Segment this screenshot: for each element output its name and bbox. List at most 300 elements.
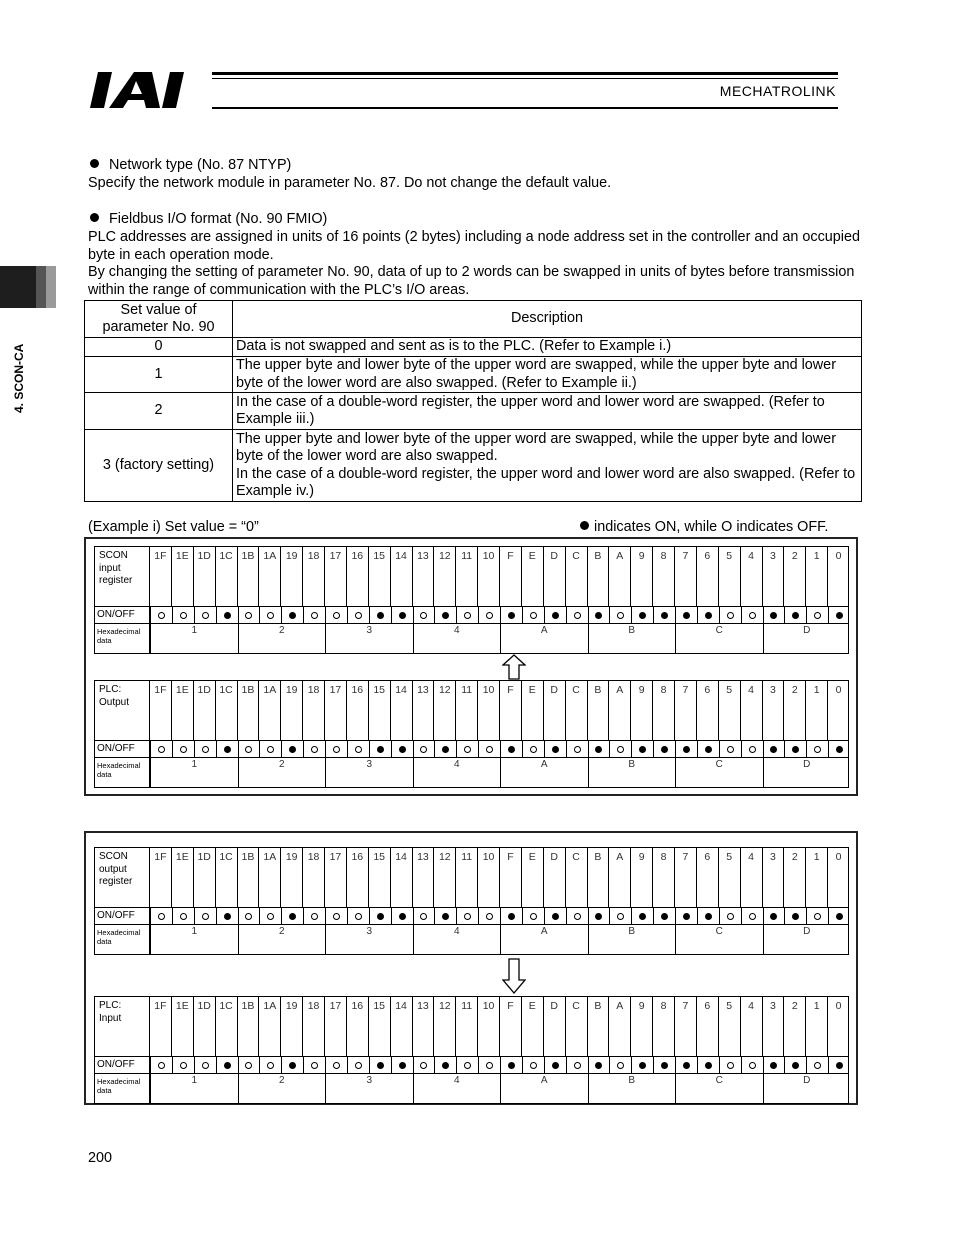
bit-state <box>588 607 610 623</box>
bit-state <box>194 607 216 623</box>
param-desc: The upper byte and lower byte of the upper word are swapped, while the upper byte and lower byte of the lower word are also swapped. In the case of a double-word register, the upper word and lower word are also swapped. (Refer to Example iv.) <box>233 430 862 502</box>
onoff-label: ON/OFF <box>94 907 149 925</box>
side-tab-label: 4. SCON-CA <box>12 343 26 413</box>
off-circle-icon <box>245 1062 252 1069</box>
arrow-up-icon <box>502 654 526 680</box>
off-circle-icon <box>180 746 187 753</box>
on-dot-icon <box>770 746 777 753</box>
bit-state <box>763 1057 785 1073</box>
param-value: 3 (factory setting) <box>85 430 233 502</box>
bit-state <box>194 741 216 757</box>
on-dot-icon <box>377 746 384 753</box>
bit-state <box>434 607 456 623</box>
bit-number: 4 <box>740 547 762 607</box>
bit-state <box>325 1057 347 1073</box>
off-circle-icon <box>202 1062 209 1069</box>
off-circle-icon <box>814 913 821 920</box>
bit-state <box>697 908 719 924</box>
off-circle-icon <box>530 1062 537 1069</box>
bit-state <box>522 1057 544 1073</box>
bit-state <box>719 1057 741 1073</box>
off-circle-icon <box>749 913 756 920</box>
bit-number: 14 <box>390 681 412 741</box>
bit-number: B <box>587 681 609 741</box>
hex-digit: 1 <box>150 924 238 954</box>
param-desc: Data is not swapped and sent as is to the PLC. (Refer to Example i.) <box>233 338 862 357</box>
bit-number: A <box>608 547 630 607</box>
bit-state <box>522 607 544 623</box>
bit-number: 1D <box>193 681 215 741</box>
bit-number: 6 <box>696 848 718 908</box>
bit-number: 19 <box>280 997 302 1057</box>
bit-state <box>588 1057 610 1073</box>
bit-number: 18 <box>302 547 324 607</box>
bit-state <box>719 607 741 623</box>
bit-state <box>150 607 172 623</box>
bit-state <box>391 741 413 757</box>
bit-number: 13 <box>412 547 434 607</box>
bit-number: B <box>587 997 609 1057</box>
bit-state <box>413 607 435 623</box>
bit-number: 15 <box>368 547 390 607</box>
bit-number: 3 <box>762 997 784 1057</box>
bit-state <box>806 1057 828 1073</box>
on-dot-icon <box>595 612 602 619</box>
bit-number: 4 <box>740 681 762 741</box>
bit-state <box>697 607 719 623</box>
bit-state <box>566 741 588 757</box>
bit-number: 9 <box>630 997 652 1057</box>
bit-state <box>456 607 478 623</box>
off-circle-icon <box>530 913 537 920</box>
hex-digit: 4 <box>413 924 501 954</box>
off-circle-icon <box>530 746 537 753</box>
hex-digit: B <box>588 623 676 653</box>
param-value: 0 <box>85 338 233 357</box>
hex-digit: A <box>500 1073 588 1103</box>
bit-state <box>741 908 763 924</box>
off-circle-icon <box>311 746 318 753</box>
on-dot-icon <box>289 746 296 753</box>
bullet-icon <box>90 213 99 222</box>
bit-number: 0 <box>827 848 849 908</box>
bit-state <box>522 741 544 757</box>
bit-number: 18 <box>302 681 324 741</box>
on-dot-icon <box>836 913 843 920</box>
off-circle-icon <box>486 746 493 753</box>
on-dot-icon <box>639 913 646 920</box>
hex-digit: C <box>675 1073 763 1103</box>
on-dot-icon <box>661 612 668 619</box>
on-dot-icon <box>683 1062 690 1069</box>
bit-number: 1F <box>149 997 171 1057</box>
bit-state <box>741 607 763 623</box>
on-dot-icon <box>399 612 406 619</box>
bit-state <box>369 1057 391 1073</box>
on-dot-icon <box>377 913 384 920</box>
bit-number: 5 <box>718 547 740 607</box>
hex-digit: 1 <box>150 623 238 653</box>
side-tab-block <box>0 266 36 308</box>
bit-state <box>413 908 435 924</box>
on-dot-icon <box>442 746 449 753</box>
bit-state <box>216 908 238 924</box>
on-dot-icon <box>508 746 515 753</box>
bit-number: 2 <box>783 997 805 1057</box>
on-dot-icon <box>552 612 559 619</box>
on-dot-icon <box>508 612 515 619</box>
bit-state <box>588 741 610 757</box>
bit-state <box>631 908 653 924</box>
bit-number: 12 <box>433 997 455 1057</box>
off-circle-icon <box>727 746 734 753</box>
off-circle-icon <box>333 913 340 920</box>
bit-number: 1 <box>805 997 827 1057</box>
hex-digit: A <box>500 623 588 653</box>
on-dot-icon <box>639 1062 646 1069</box>
bit-state <box>675 908 697 924</box>
off-circle-icon <box>420 913 427 920</box>
bit-state <box>784 741 806 757</box>
bit-number: 14 <box>390 848 412 908</box>
off-circle-icon <box>180 913 187 920</box>
fmio-text-1: PLC addresses are assigned in units of 16 points (2 bytes) including a node address set in the controller and an occupied byte in each operation mode. <box>88 229 860 263</box>
bit-state <box>544 607 566 623</box>
bit-state <box>281 908 303 924</box>
header-rule-thin <box>212 78 838 79</box>
bit-number: 1C <box>215 848 237 908</box>
bit-number: 1A <box>258 681 280 741</box>
off-circle-icon <box>311 913 318 920</box>
bit-number: 5 <box>718 681 740 741</box>
on-dot-icon <box>508 913 515 920</box>
bit-number: 7 <box>674 681 696 741</box>
bit-number: 1B <box>237 848 259 908</box>
bit-state <box>238 908 260 924</box>
on-dot-icon <box>289 1062 296 1069</box>
bit-number: 16 <box>346 997 368 1057</box>
bit-state <box>544 908 566 924</box>
bit-number: 0 <box>827 681 849 741</box>
on-dot-icon <box>705 1062 712 1069</box>
off-circle-icon <box>530 612 537 619</box>
on-dot-icon <box>595 913 602 920</box>
bit-number: D <box>543 848 565 908</box>
bit-state <box>413 1057 435 1073</box>
bit-number: 0 <box>827 997 849 1057</box>
bit-state <box>653 908 675 924</box>
bit-number: 1B <box>237 681 259 741</box>
off-circle-icon <box>814 612 821 619</box>
bit-state <box>478 1057 500 1073</box>
on-dot-icon <box>552 1062 559 1069</box>
hex-digit: D <box>763 757 851 787</box>
off-circle-icon <box>355 612 362 619</box>
bit-state <box>303 607 325 623</box>
off-circle-icon <box>267 1062 274 1069</box>
bit-number: D <box>543 997 565 1057</box>
off-circle-icon <box>267 746 274 753</box>
bit-number: 6 <box>696 681 718 741</box>
bit-state <box>631 607 653 623</box>
bit-state <box>763 741 785 757</box>
off-circle-icon <box>180 612 187 619</box>
bit-state <box>741 1057 763 1073</box>
bit-number: 17 <box>324 681 346 741</box>
off-circle-icon <box>420 1062 427 1069</box>
hex-digit: 2 <box>238 623 326 653</box>
bit-state <box>522 908 544 924</box>
fmio-heading: Fieldbus I/O format (No. 90 FMIO) <box>88 210 863 228</box>
bit-state <box>653 741 675 757</box>
on-dot-icon <box>770 612 777 619</box>
off-circle-icon <box>617 1062 624 1069</box>
bit-number: 1C <box>215 681 237 741</box>
bit-number: 8 <box>652 547 674 607</box>
bit-state <box>194 1057 216 1073</box>
bit-state <box>238 607 260 623</box>
off-circle-icon <box>727 1062 734 1069</box>
bullet-icon <box>90 159 99 168</box>
bit-number: 1B <box>237 547 259 607</box>
on-dot-icon <box>224 913 231 920</box>
on-dot-icon <box>289 913 296 920</box>
off-circle-icon <box>202 913 209 920</box>
bit-number: C <box>565 681 587 741</box>
on-dot-icon <box>224 1062 231 1069</box>
param-value: 2 <box>85 393 233 430</box>
off-circle-icon <box>311 1062 318 1069</box>
on-dot-icon <box>792 1062 799 1069</box>
bit-state <box>478 908 500 924</box>
bit-state <box>566 607 588 623</box>
bit-number: 14 <box>390 547 412 607</box>
bit-state <box>719 908 741 924</box>
onoff-row <box>149 1056 849 1074</box>
bit-state <box>238 1057 260 1073</box>
bit-state <box>172 908 194 924</box>
on-dot-icon <box>683 612 690 619</box>
bit-number: 16 <box>346 547 368 607</box>
hex-digit: B <box>588 757 676 787</box>
off-circle-icon <box>486 913 493 920</box>
bit-state <box>259 1057 281 1073</box>
bit-state <box>281 607 303 623</box>
hex-digit: A <box>500 924 588 954</box>
on-dot-icon <box>661 746 668 753</box>
bit-number: 1F <box>149 547 171 607</box>
off-circle-icon <box>267 612 274 619</box>
bit-number: 17 <box>324 848 346 908</box>
register-plc-output <box>94 680 849 797</box>
bit-number: 1B <box>237 997 259 1057</box>
bit-state <box>828 741 850 757</box>
hex-digit: A <box>500 757 588 787</box>
off-circle-icon <box>158 746 165 753</box>
bit-number: 19 <box>280 681 302 741</box>
onoff-row <box>149 907 849 925</box>
on-dot-icon <box>770 1062 777 1069</box>
off-circle-icon <box>158 1062 165 1069</box>
bit-number: 1E <box>171 681 193 741</box>
bit-state <box>478 741 500 757</box>
bit-state <box>413 741 435 757</box>
off-circle-icon <box>420 746 427 753</box>
bit-number: 1C <box>215 547 237 607</box>
arrow-down-icon <box>502 958 526 994</box>
on-dot-icon <box>792 746 799 753</box>
hex-label: Hexadecimal data <box>94 1074 149 1104</box>
on-dot-icon <box>683 746 690 753</box>
hex-digit: 4 <box>413 623 501 653</box>
bit-number: 3 <box>762 848 784 908</box>
on-dot-icon <box>399 913 406 920</box>
bit-number: 12 <box>433 848 455 908</box>
bit-state <box>784 607 806 623</box>
bit-number: C <box>565 848 587 908</box>
bit-number: A <box>608 681 630 741</box>
bit-number: 13 <box>412 681 434 741</box>
hex-digit: 1 <box>150 1073 238 1103</box>
bit-state <box>828 908 850 924</box>
bit-state <box>500 741 522 757</box>
bit-number: 1A <box>258 547 280 607</box>
bit-number: 9 <box>630 547 652 607</box>
onoff-row <box>149 606 849 624</box>
bit-number: 19 <box>280 848 302 908</box>
bit-number: 10 <box>477 997 499 1057</box>
onoff-row <box>149 740 849 758</box>
bit-state <box>697 1057 719 1073</box>
bit-number: 2 <box>783 681 805 741</box>
hex-row <box>149 623 849 654</box>
off-circle-icon <box>355 913 362 920</box>
bit-state <box>566 1057 588 1073</box>
bit-state <box>806 741 828 757</box>
bit-state <box>609 1057 631 1073</box>
off-circle-icon <box>464 1062 471 1069</box>
hex-digit: B <box>588 1073 676 1103</box>
bit-state <box>675 1057 697 1073</box>
bit-state <box>784 1057 806 1073</box>
hex-row <box>149 757 849 788</box>
bit-state <box>675 607 697 623</box>
off-circle-icon <box>202 612 209 619</box>
bit-number: 1D <box>193 547 215 607</box>
bit-state <box>347 1057 369 1073</box>
off-circle-icon <box>333 1062 340 1069</box>
bit-number: E <box>521 848 543 908</box>
hex-digit: 4 <box>413 757 501 787</box>
bit-state <box>172 607 194 623</box>
off-circle-icon <box>420 612 427 619</box>
bit-state <box>303 908 325 924</box>
bit-number: 9 <box>630 848 652 908</box>
hex-digit: D <box>763 623 851 653</box>
bit-state <box>434 908 456 924</box>
on-dot-icon <box>705 612 712 619</box>
on-dot-icon <box>661 913 668 920</box>
bit-number: 11 <box>455 547 477 607</box>
bit-state <box>588 908 610 924</box>
bit-number: 1A <box>258 997 280 1057</box>
off-circle-icon <box>464 612 471 619</box>
bit-number: F <box>499 681 521 741</box>
bit-number: 1 <box>805 848 827 908</box>
hex-digit: 2 <box>238 757 326 787</box>
bit-state <box>456 908 478 924</box>
bit-number-row <box>149 546 849 606</box>
off-circle-icon <box>464 746 471 753</box>
hex-digit: D <box>763 924 851 954</box>
off-circle-icon <box>617 746 624 753</box>
bit-state <box>150 908 172 924</box>
page-number: 200 <box>88 1150 113 1166</box>
bit-state <box>303 1057 325 1073</box>
bit-number: 17 <box>324 547 346 607</box>
off-circle-icon <box>333 612 340 619</box>
example-legend: indicates ON, while O indicates OFF. <box>580 519 828 535</box>
bit-number: 19 <box>280 547 302 607</box>
off-circle-icon <box>355 746 362 753</box>
off-circle-icon <box>158 913 165 920</box>
on-dot-icon <box>224 612 231 619</box>
bit-number: 1F <box>149 848 171 908</box>
bit-number: E <box>521 681 543 741</box>
fmio-text-2: By changing the setting of parameter No. 90, data of up to 2 words can be swapped in units of bytes before transmission within the range of communication with the PLC’s I/O areas. <box>88 264 855 298</box>
bit-number: 10 <box>477 848 499 908</box>
bit-number: 4 <box>740 997 762 1057</box>
on-dot-icon <box>792 612 799 619</box>
onoff-label: ON/OFF <box>94 740 149 758</box>
bit-number: 7 <box>674 547 696 607</box>
ntyp-heading: Network type (No. 87 NTYP) <box>88 156 863 174</box>
bit-state <box>150 1057 172 1073</box>
off-circle-icon <box>574 1062 581 1069</box>
off-circle-icon <box>617 913 624 920</box>
bit-state <box>281 1057 303 1073</box>
register-label: PLC: Input <box>94 996 149 1056</box>
onoff-label: ON/OFF <box>94 1056 149 1074</box>
bit-number: 12 <box>433 681 455 741</box>
bit-state <box>347 607 369 623</box>
bit-number-row <box>149 680 849 740</box>
hex-label: Hexadecimal data <box>94 624 149 654</box>
hex-label: Hexadecimal data <box>94 758 149 788</box>
off-circle-icon <box>727 612 734 619</box>
bit-state <box>194 908 216 924</box>
bit-number: 11 <box>455 681 477 741</box>
bit-number: 8 <box>652 997 674 1057</box>
bit-state <box>259 741 281 757</box>
bit-state <box>697 741 719 757</box>
bit-number: 18 <box>302 997 324 1057</box>
off-circle-icon <box>267 913 274 920</box>
param-header-desc: Description <box>233 301 862 338</box>
off-circle-icon <box>749 1062 756 1069</box>
off-circle-icon <box>486 1062 493 1069</box>
bit-number: A <box>608 848 630 908</box>
bit-state <box>281 741 303 757</box>
off-circle-icon <box>574 746 581 753</box>
hex-digit: 3 <box>325 623 413 653</box>
bit-number: 6 <box>696 997 718 1057</box>
bit-state <box>216 741 238 757</box>
off-circle-icon <box>574 913 581 920</box>
bit-number: 15 <box>368 848 390 908</box>
bit-number: 5 <box>718 848 740 908</box>
side-tab-light <box>46 266 56 308</box>
